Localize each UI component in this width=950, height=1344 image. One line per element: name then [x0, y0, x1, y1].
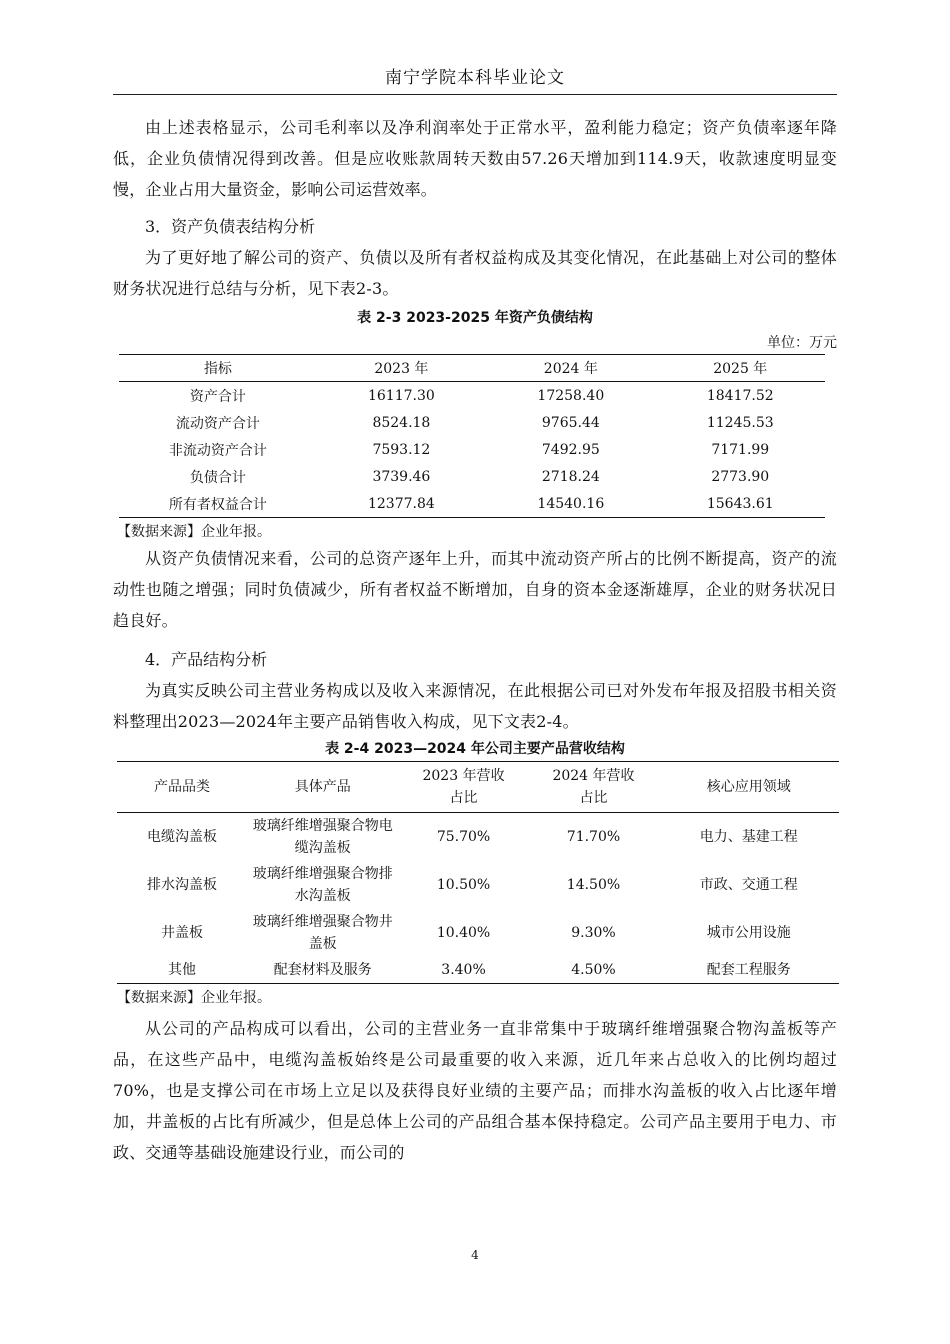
header-text: 2023 年营收占比: [422, 768, 505, 806]
table-cell: 2718.24: [541, 468, 600, 485]
table-cell: 3739.46: [372, 468, 431, 485]
table-cell: 75.70%: [436, 829, 491, 845]
table-cell: 14.50%: [566, 877, 621, 893]
table-row: [117, 861, 839, 909]
column-header: 2025 年: [656, 355, 825, 382]
column-header: 2023 年: [317, 355, 486, 382]
table-header-row: [119, 355, 825, 382]
table-unit: 单位：万元: [767, 335, 837, 351]
table-cell: 排水沟盖板: [146, 877, 217, 893]
product-revenue-table: [117, 761, 839, 984]
table-row: [117, 813, 839, 862]
table-cell: 71.70%: [566, 829, 621, 845]
table-cell: 7492.95: [541, 441, 600, 458]
cell-text: 玻璃纤维增强聚合物排水沟盖板: [252, 866, 393, 904]
balance-sheet-table: [119, 354, 825, 518]
table-cell: 17258.40: [537, 387, 605, 404]
table-cell: 4.50%: [571, 962, 616, 978]
section-heading-product-structure: 4．产品结构分析: [145, 650, 268, 669]
column-header: [399, 762, 529, 813]
column-header: 2024 年: [486, 355, 655, 382]
table-cell: [247, 909, 399, 957]
cell-text: 玻璃纤维增强聚合物井盖板: [252, 914, 393, 952]
paragraph-profitability: 由上述表格显示，公司毛利率以及净利润率处于正常水平，盈利能力稳定；资产负债率逐年降低，企业负债情况得到改善。但是应收账款周转天数由57.26天增加到114.9天，收款速度明显变慢，企业占用大量资金，影响公司运营效率。: [113, 118, 837, 199]
table-source-note: 【数据来源】企业年报。: [117, 524, 271, 540]
paragraph-balance-analysis: 从资产负债情况来看，公司的总资产逐年上升，而其中流动资产所占的比例不断提高，资产的流动性也随之增强；同时负债减少，所有者权益不断增加，自身的资本金逐渐雄厚，企业的财务状况日趋良好。: [113, 549, 837, 630]
table-cell: 负债合计: [189, 469, 246, 486]
page-body: [113, 112, 837, 1168]
section-heading-balance-sheet: 3．资产负债表结构分析: [145, 217, 316, 236]
column-header: [529, 762, 659, 813]
table-cell: 8524.18: [372, 414, 431, 431]
table-cell: 非流动资产合计: [168, 442, 267, 459]
table-cell: 11245.53: [706, 414, 774, 431]
table-cell: 14540.16: [537, 495, 605, 512]
table-cell: 16117.30: [367, 387, 435, 404]
table-cell: 7171.99: [711, 441, 770, 458]
table-cell: 2773.90: [711, 468, 770, 485]
table-cell: 9765.44: [541, 414, 600, 431]
column-header: 产品品类: [117, 762, 247, 813]
table-cell: 流动资产合计: [175, 415, 260, 432]
header-text: 2024 年营收占比: [552, 768, 635, 806]
table-row: [119, 409, 825, 436]
table-cell: 配套工程服务: [706, 962, 791, 978]
table-cell: 井盖板: [160, 925, 203, 941]
table-cell: 3.40%: [441, 962, 486, 978]
cell-text: 玻璃纤维增强聚合物电缆沟盖板: [252, 818, 393, 856]
table-source-note: 【数据来源】企业年报。: [117, 990, 271, 1006]
table-cell: 其他: [167, 962, 196, 978]
table-cell: 10.40%: [436, 925, 491, 941]
table-cell: 所有者权益合计: [168, 496, 267, 513]
column-header: 具体产品: [247, 762, 399, 813]
table-row: [117, 957, 839, 984]
table-header-row: [117, 762, 839, 813]
table-cell: 18417.52: [706, 387, 774, 404]
table-cell: [247, 861, 399, 909]
table-row: [119, 490, 825, 518]
table-row: [119, 382, 825, 410]
running-header: 南宁学院本科毕业论文: [113, 66, 837, 95]
paragraph-product-intro: 为真实反映公司主营业务构成以及收入来源情况，在此根据公司已对外发布年报及招股书相关资料整理出2023—2024年主要产品销售收入构成，见下文表2-4。: [113, 681, 837, 731]
table-caption: 表 2-4 2023—2024 年公司主要产品营收结构: [325, 741, 625, 757]
page-number: 4: [471, 1248, 479, 1262]
table-cell: 城市公用设施: [706, 925, 791, 941]
table-cell: 电缆沟盖板: [146, 829, 217, 845]
table-caption: 表 2-3 2023-2025 年资产负债结构: [357, 310, 593, 326]
table-cell: 配套材料及服务: [273, 962, 372, 978]
table-row: [119, 463, 825, 490]
table-cell: 电力、基建工程: [699, 829, 798, 845]
column-header: 指标: [119, 355, 317, 382]
table-cell: 10.50%: [436, 877, 491, 893]
paragraph-product-analysis: 从公司的产品构成可以看出，公司的主营业务一直非常集中于玻璃纤维增强聚合物沟盖板等产品，在这些产品中，电缆沟盖板始终是公司最重要的收入来源，近几年来占总收入的比例均超过70%，也是支撑公司在市场上立足以及获得良好业绩的主要产品；而排水沟盖板的收入占比逐年增加，井盖板的占比有所减少，但是总体上公司的产品组合基本保持稳定。公司产品主要用于电力、市政、交通等基础设施建设行业，而公司的: [113, 1019, 837, 1162]
table-cell: 7593.12: [372, 441, 431, 458]
table-cell: 9.30%: [571, 925, 616, 941]
paragraph-balance-intro: 为了更好地了解公司的资产、负债以及所有者权益构成及其变化情况，在此基础上对公司的整体财务状况进行总结与分析，见下表2-3。: [113, 248, 837, 298]
table-cell: 12377.84: [367, 495, 435, 512]
table-row: [119, 436, 825, 463]
column-header: 核心应用领域: [658, 762, 839, 813]
table-cell: 资产合计: [189, 388, 246, 405]
table-cell: 15643.61: [706, 495, 774, 512]
table-row: [117, 909, 839, 957]
table-cell: [247, 813, 399, 862]
table-cell: 市政、交通工程: [699, 877, 798, 893]
